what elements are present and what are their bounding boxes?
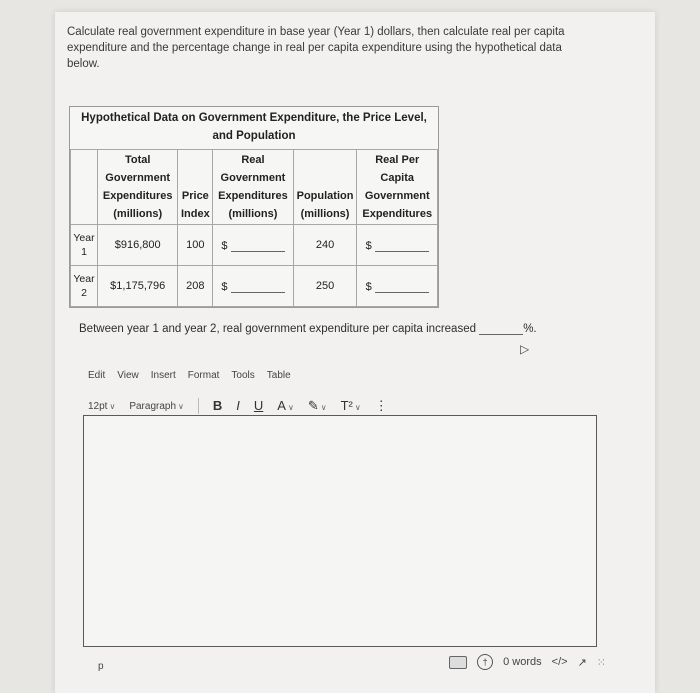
real-expenditure-year1-input[interactable] <box>231 239 285 252</box>
header-blank <box>71 150 98 225</box>
chevron-down-icon: ∨ <box>109 401 116 411</box>
mouse-cursor-icon: ▷ <box>520 342 530 356</box>
chevron-down-icon: ∨ <box>287 403 294 412</box>
menu-table[interactable]: Table <box>266 370 291 381</box>
header-price-index: Price Index <box>178 150 213 225</box>
question-intro: Calculate real government expenditure in base year (Year 1) dollars, then calculate real per capita expenditure and the percentage change in real per capita expenditure using the hypothetical data below. <box>67 26 565 70</box>
menu-format[interactable]: Format <box>187 370 220 381</box>
assignment-page <box>55 12 655 693</box>
cell-per-capita <box>357 225 438 266</box>
font-size-value: 12pt <box>88 400 108 412</box>
header-total-expenditures: Total Government Expenditures (millions) <box>98 150 178 225</box>
cell-real-expenditure <box>213 266 293 307</box>
cell-total: $916,800 <box>98 225 178 266</box>
editor-statusbar <box>85 652 605 676</box>
dollar-prefix: $ <box>221 280 228 293</box>
rich-text-editor[interactable] <box>83 415 597 647</box>
keyboard-icon[interactable] <box>449 656 467 669</box>
toolbar-divider <box>198 398 199 414</box>
chevron-down-icon: ∨ <box>320 403 327 412</box>
underline-button[interactable]: U <box>253 398 264 413</box>
chevron-down-icon: ∨ <box>178 401 184 411</box>
word-count: 0 words <box>503 656 542 668</box>
row-label: Year 2 <box>71 266 98 307</box>
editor-toolbar <box>88 398 388 414</box>
text-color-label: A <box>277 398 286 413</box>
dollar-prefix: $ <box>221 239 228 252</box>
superscript-label: T² <box>340 398 353 413</box>
header-real-expenditures: Real Government Expenditures (millions) <box>213 150 293 225</box>
cell-population: 250 <box>293 266 357 307</box>
cell-total: $1,175,796 <box>98 266 178 307</box>
cell-real-expenditure <box>213 225 293 266</box>
cell-per-capita <box>357 266 438 307</box>
fullscreen-icon[interactable]: ↗ <box>577 656 587 669</box>
menu-tools[interactable]: Tools <box>231 370 255 381</box>
data-table <box>70 149 438 307</box>
menu-edit[interactable]: Edit <box>88 370 106 381</box>
header-population: Population (millions) <box>293 150 357 225</box>
menu-insert[interactable]: Insert <box>150 370 176 381</box>
text-color-button[interactable] <box>277 398 294 414</box>
cell-price: 100 <box>178 225 213 266</box>
statusbar-right <box>449 654 605 670</box>
chevron-down-icon: ∨ <box>354 403 361 412</box>
table-row <box>71 225 438 266</box>
table-row <box>71 266 438 307</box>
real-expenditure-year2-input[interactable] <box>231 280 285 293</box>
element-path: p <box>98 661 104 672</box>
format-buttons <box>213 398 388 414</box>
block-format-value: Paragraph <box>129 400 177 412</box>
dollar-prefix: $ <box>365 239 372 252</box>
per-capita-year1-input[interactable] <box>375 239 429 252</box>
percent-change-question <box>79 322 537 335</box>
percent-change-input[interactable] <box>479 322 523 335</box>
accessibility-icon[interactable]: † <box>477 654 493 670</box>
superscript-button[interactable] <box>341 398 361 414</box>
bold-button[interactable]: B <box>212 398 223 413</box>
row-label: Year 1 <box>71 225 98 266</box>
font-size-select[interactable] <box>88 401 115 412</box>
question-text: Between year 1 and year 2, real government expenditure per capita increased <box>79 323 476 335</box>
highlight-icon[interactable]: ✎ ∨ <box>307 398 327 413</box>
table-title: Hypothetical Data on Government Expenditure, the Price Level, and Population <box>81 112 427 142</box>
dollar-prefix: $ <box>365 280 372 293</box>
code-view-button[interactable]: </> <box>551 656 568 668</box>
percent-suffix: %. <box>523 323 537 335</box>
italic-button[interactable]: I <box>236 398 240 413</box>
more-options-icon[interactable]: ⋮ <box>374 398 388 413</box>
block-format-select[interactable] <box>129 401 184 412</box>
resize-grip-icon[interactable]: ⁙ <box>596 656 605 669</box>
header-real-per-capita: Real Per Capita Government Expenditures <box>357 150 438 225</box>
editor-menubar <box>88 370 291 381</box>
data-table-wrapper <box>69 106 439 308</box>
per-capita-year2-input[interactable] <box>375 280 429 293</box>
cell-population: 240 <box>293 225 357 266</box>
cell-price: 208 <box>178 266 213 307</box>
table-header-row <box>71 150 438 225</box>
menu-view[interactable]: View <box>117 370 139 381</box>
